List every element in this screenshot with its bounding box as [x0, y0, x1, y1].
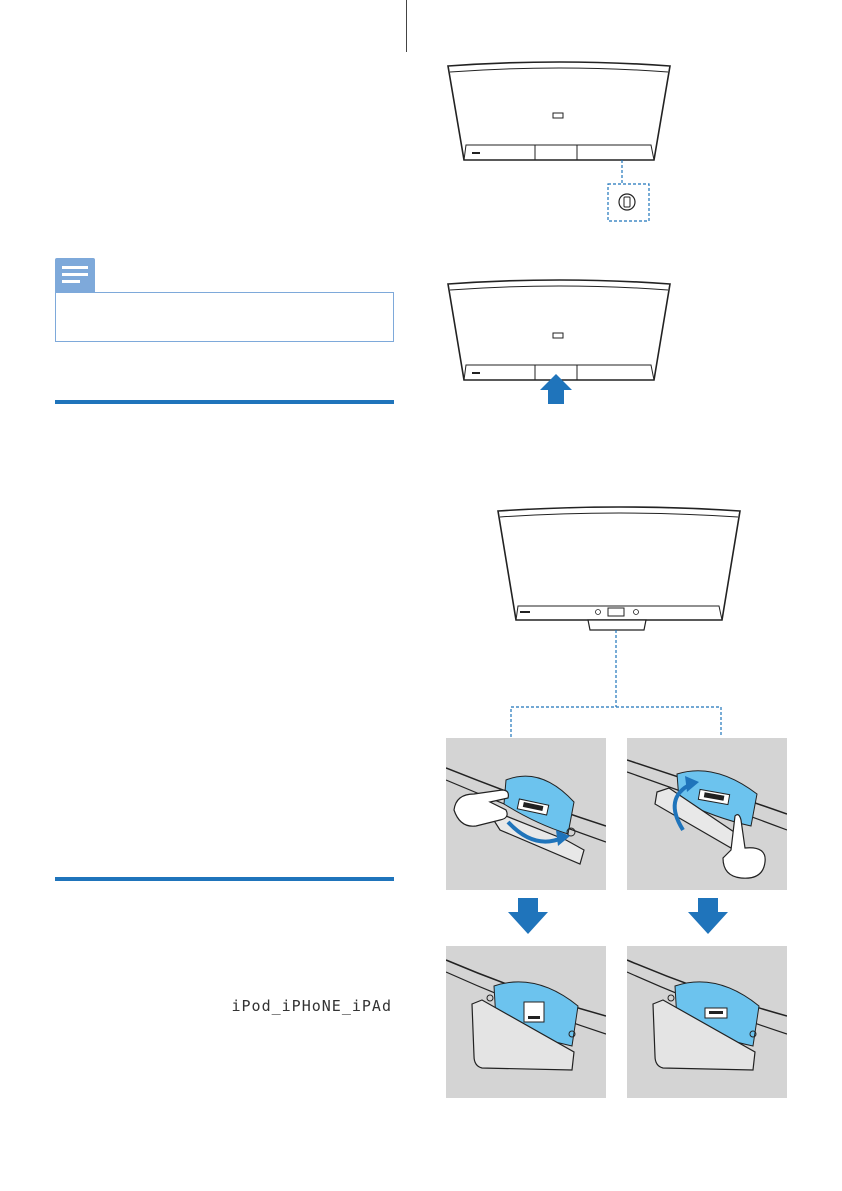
note-icon: [55, 258, 95, 292]
dock-photo-right-open: [627, 738, 787, 895]
column-divider: [406, 0, 407, 52]
dock-photo-left-closed: [446, 946, 606, 1103]
down-arrow-icon: [688, 898, 728, 939]
display-text: [212, 995, 394, 1017]
dock-photo-right-closed: [627, 946, 787, 1103]
speaker-figure-dock: [490, 505, 750, 745]
speaker-figure-push: [440, 278, 680, 413]
display-text-label: iPod_iPHoNE_iPAd: [231, 997, 392, 1015]
section-rule-1: [55, 400, 394, 404]
down-arrow-icon: [508, 898, 548, 939]
speaker-figure-socket: [440, 60, 680, 235]
note-box: [55, 292, 394, 342]
section-rule-2: [55, 877, 394, 881]
dock-photo-left-open: [446, 738, 606, 895]
